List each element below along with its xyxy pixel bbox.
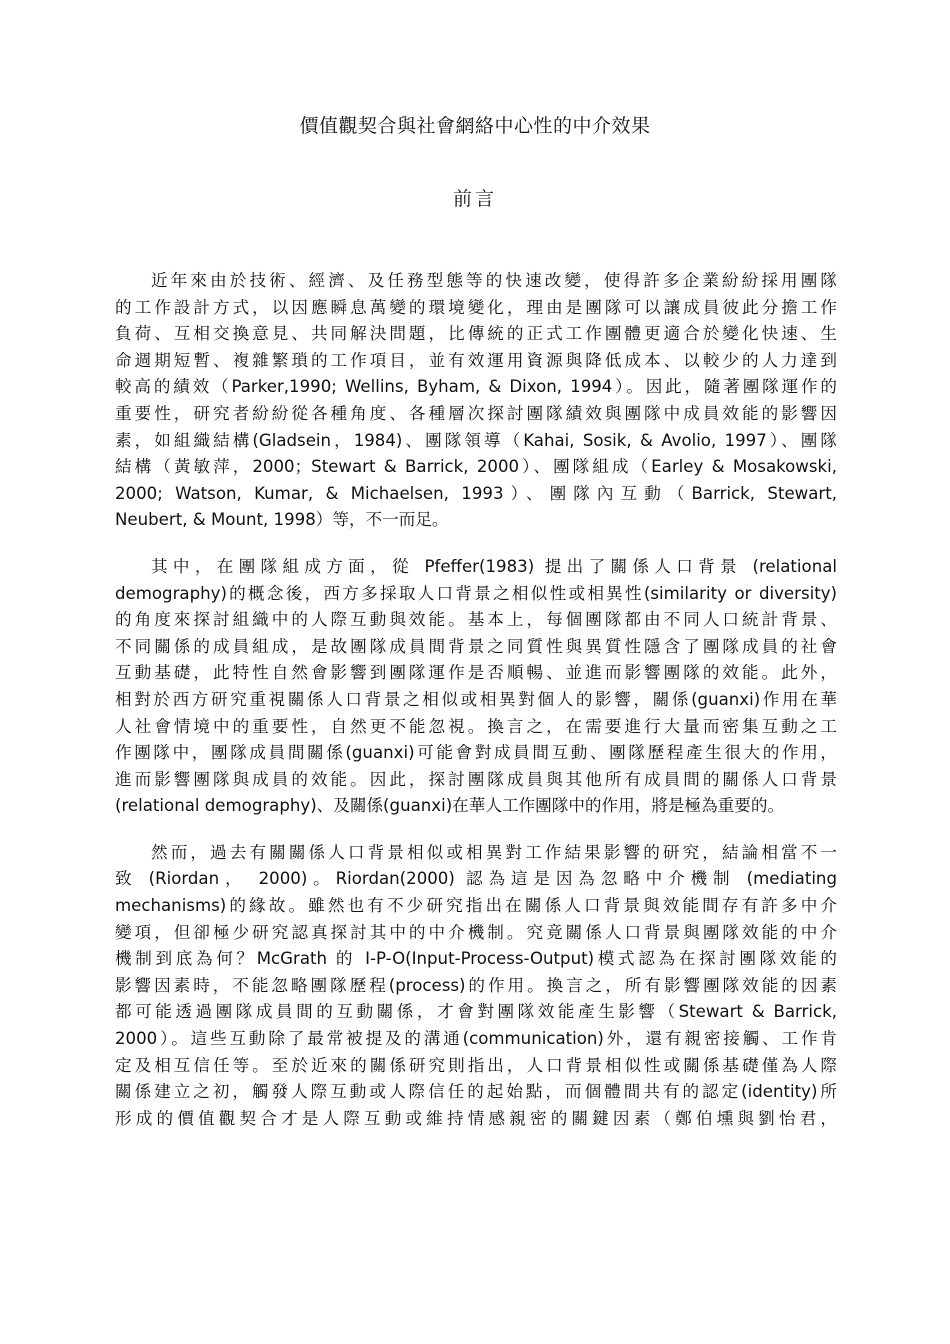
text-line: demography)的概念後，西方多採取人口背景之相似性或相異性(similarity or diversity) [115, 583, 837, 603]
text-line: 負荷、互相交換意見、共同解決問題，比傳統的正式工作團體更適合於變化快速、生 [115, 324, 837, 344]
text-line: 2000; Watson, Kumar, & Michaelsen, 1993）、團隊內互動（Barrick, Stewart, [115, 483, 837, 503]
text-line: 較高的績效（Parker,1990; Wellins, Byham, & Dixon, 1994）。因此，隨著團隊運作的 [115, 377, 837, 397]
text-line: 的工作設計方式，以因應瞬息萬變的環境變化，理由是團隊可以讓成員彼此分擔工作 [115, 297, 837, 317]
text-line: 定及相互信任等。至於近來的關係研究則指出，人口背景相似性或關係基礎僅為人際 [115, 1055, 837, 1075]
text-line: 命週期短暫、複雜繁瑣的工作項目，並有效運用資源與降低成本、以較少的人力達到 [115, 350, 837, 370]
text-line: 人社會情境中的重要性，自然更不能忽視。換言之，在需要進行大量而密集互動之工 [115, 716, 837, 736]
text-line: 作團隊中，團隊成員間關係(guanxi)可能會對成員間互動、團隊歷程產生很大的作用， [115, 743, 837, 763]
text-line: 結構（黃敏萍，2000；Stewart & Barrick, 2000）、團隊組成（Earley & Mosakowski, [115, 457, 837, 477]
text-line: 形成的價值觀契合才是人際互動或維持情感親密的關鍵因素（鄭伯壎與劉怡君， [115, 1108, 837, 1128]
text-line: 互動基礎，此特性自然會影響到團隊運作是否順暢、並進而影響團隊的效能。此外， [115, 663, 837, 683]
text-line: 然而，過去有關關係人口背景相似或相異對工作結果影響的研究，結論相當不一 [151, 842, 837, 862]
text-line: 致 (Riordan， 2000)。Riordan(2000) 認為這是因為忽略中介機制 (mediating [115, 869, 837, 889]
text-line: 進而影響團隊與成員的效能。因此，探討團隊成員與其他所有成員間的關係人口背景 [115, 769, 837, 789]
text-line: 重要性，研究者紛紛從各種角度、各種層次探討團隊績效與團隊中成員效能的影響因 [115, 403, 837, 423]
text-line: 2000）。這些互動除了最常被提及的溝通(communication)外，還有親密接觸、工作肯 [115, 1029, 837, 1049]
paragraph [115, 268, 837, 534]
text-line: 不同關係的成員組成，是故團隊成員間背景之同質性與異質性隱含了團隊成員的社會 [115, 636, 837, 656]
document-title: 價值觀契合與社會網絡中心性的中介效果 [299, 115, 651, 137]
text-line: 的角度來探討組織中的人際互動與效能。基本上，每個團隊都由不同人口統計背景、 [115, 610, 837, 630]
text-line: mechanisms)的緣故。雖然也有不少研究指出在關係人口背景與效能間存有許多中介 [115, 896, 837, 916]
text-line: 機制到底為何？McGrath 的 I-P-O(Input-Process-Output)模式認為在探討團隊效能的 [115, 949, 837, 969]
text-line: Neubert, & Mount, 1998）等，不一而足。 [115, 510, 449, 530]
text-line: 相對於西方研究重視關係人口背景之相似或相異對個人的影響，關係(guanxi)作用在華 [115, 689, 837, 709]
text-line: 都可能透過團隊成員間的互動關係，才會對團隊效能產生影響（Stewart & Barrick, [115, 1002, 837, 1022]
paragraph [115, 840, 837, 1133]
text-line: 變項，但卻極少研究認真探討其中的中介機制。究竟關係人口背景與團隊效能的中介 [115, 922, 837, 942]
text-line: 近年來由於技術、經濟、及任務型態等的快速改變，使得許多企業紛紛採用團隊 [151, 271, 837, 290]
document-body [115, 268, 837, 1152]
text-line: 其中，在團隊組成方面，從 Pfeffer(1983) 提出了關係人口背景 (relational [151, 556, 837, 576]
text-line: (relational demography)、及關係(guanxi)在華人工作團隊中的作用，將是極為重要的。 [115, 796, 785, 816]
text-line: 素，如組織結構(Gladsein，1984)、團隊領導（Kahai, Sosik, & Avolio, 1997）、團隊 [115, 430, 837, 450]
text-line: 關係建立之初，觸發人際互動或人際信任的起始點，而個體間共有的認定(identity)所 [115, 1082, 837, 1102]
text-line: 影響因素時，不能忽略團隊歷程(process)的作用。換言之，所有影響團隊效能的因素 [115, 975, 837, 995]
section-heading: 前言 [452, 188, 497, 210]
paragraph [115, 554, 837, 820]
